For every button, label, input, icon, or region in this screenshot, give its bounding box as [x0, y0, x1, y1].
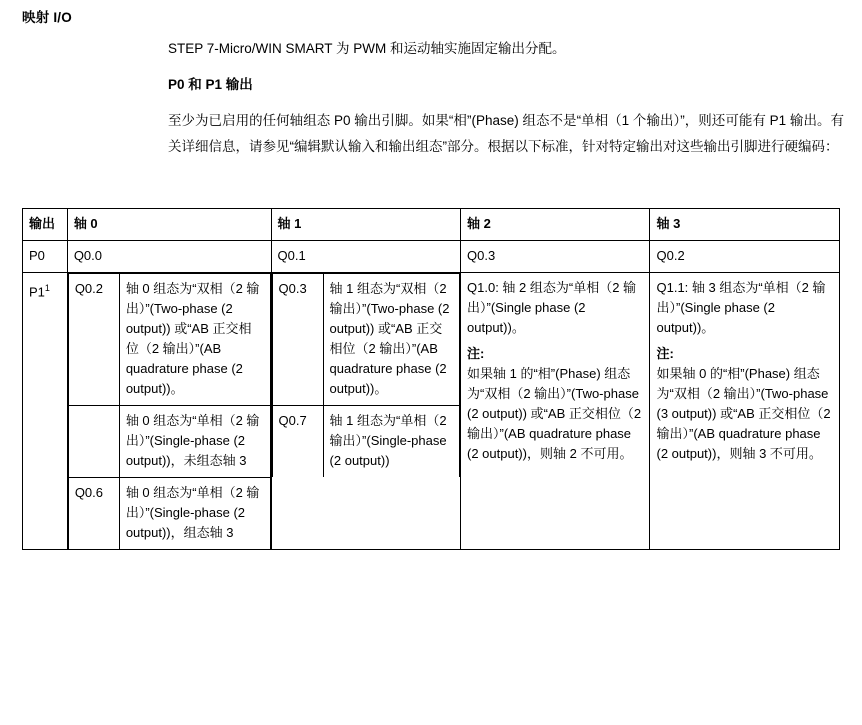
p1-axis1-q-2: Q0.7 — [272, 406, 323, 478]
p1-axis2-note-text: 如果轴 1 的“相”(Phase) 组态为“双相（2 输出）”(Two-phase (2 output)) 或“AB 正交相位（2 输出）”(AB quadrature phase (2 output))，则轴 2 不可用。 — [467, 366, 642, 461]
p1-axis0-text-3: 轴 0 组态为“单相（2 输出）”(Single-phase (2 output))，组态轴 3 — [119, 478, 270, 550]
p1-axis0-entry-3 — [68, 478, 270, 550]
p0-axis-1-value: Q0.1 — [271, 241, 460, 273]
p0-axis-2-value: Q0.3 — [461, 241, 650, 273]
io-mapping-table — [22, 208, 840, 550]
header-axis-2: 轴 2 — [461, 209, 650, 241]
table-header-row — [23, 209, 840, 241]
header-axis-1: 轴 1 — [271, 209, 460, 241]
description-paragraph: 至少为已启用的任何轴组态 P0 输出引脚。如果“相”(Phase) 组态不是“单相（1 个输出）”，则还可能有 P1 输出。有关详细信息，请参见“编辑默认输入和输出组态”部分。根据以下标准，针对特定输出对这些输出引脚进行硬编码： — [168, 113, 844, 154]
p1-axis0-q-3: Q0.6 — [68, 478, 119, 550]
p1-axis1-entry-1 — [272, 274, 459, 406]
row-label-p1 — [23, 273, 68, 550]
p1-axis2-note-label: 注: — [467, 346, 485, 361]
table-row — [23, 273, 840, 550]
header-axis-0: 轴 0 — [67, 209, 271, 241]
p1-axis-2-cell — [461, 273, 650, 550]
p1-axis3-main-text: Q1.1: 轴 3 组态为“单相（2 输出）”(Single phase (2 output))。 — [656, 280, 826, 335]
p1-axis1-text-1: 轴 1 组态为“双相（2 输出）”(Two-phase (2 output)) 或“AB 正交相位（2 输出）”(AB quadrature phase (2 output))。 — [323, 274, 459, 406]
p1-axis0-entry-2 — [68, 406, 270, 478]
p0-axis-0-value: Q0.0 — [67, 241, 271, 273]
header-output: 输出 — [23, 209, 68, 241]
p1-axis3-note-text: 如果轴 0 的“相”(Phase) 组态为“双相（2 输出）”(Two-phase (3 output)) 或“AB 正交相位（2 输出）”(AB quadrature phase (2 output))，则轴 3 不可用。 — [656, 366, 831, 461]
row-label-p0: P0 — [23, 241, 68, 273]
intro-paragraph: STEP 7-Micro/WIN SMART 为 PWM 和运动轴实施固定输出分配。 — [168, 41, 566, 56]
p1-axis0-text-2: 轴 0 组态为“单相（2 输出）”(Single-phase (2 output))，未组态轴 3 — [119, 406, 270, 478]
p1-axis0-q-2 — [68, 406, 119, 478]
p1-axis1-text-2: 轴 1 组态为“单相（2 输出）”(Single-phase (2 output)) — [323, 406, 459, 478]
p1-axis-3-cell — [650, 273, 840, 550]
row-label-p1-text: P1 — [29, 284, 45, 300]
section-heading-p0-p1: P0 和 P1 输出 — [168, 77, 253, 92]
p1-axis0-entry-1 — [68, 274, 270, 406]
header-axis-3: 轴 3 — [650, 209, 840, 241]
p1-axis-0-cell — [67, 273, 271, 550]
page-title: 映射 I/O — [22, 10, 72, 25]
p1-axis-1-cell — [271, 273, 460, 550]
p1-axis0-q-1: Q0.2 — [68, 274, 119, 406]
body-text-block — [168, 38, 844, 160]
table-row — [23, 241, 840, 273]
row-label-p1-superscript: 1 — [44, 283, 50, 293]
p1-axis1-entry-2 — [272, 406, 459, 478]
p1-axis1-q-1: Q0.3 — [272, 274, 323, 406]
p1-axis2-main-text: Q1.0: 轴 2 组态为“单相（2 输出）”(Single phase (2 output))。 — [467, 280, 637, 335]
p1-axis0-text-1: 轴 0 组态为“双相（2 输出）”(Two-phase (2 output)) 或“AB 正交相位（2 输出）”(AB quadrature phase (2 output))。 — [119, 274, 270, 406]
p0-axis-3-value: Q0.2 — [650, 241, 840, 273]
p1-axis3-note-label: 注: — [656, 346, 674, 361]
